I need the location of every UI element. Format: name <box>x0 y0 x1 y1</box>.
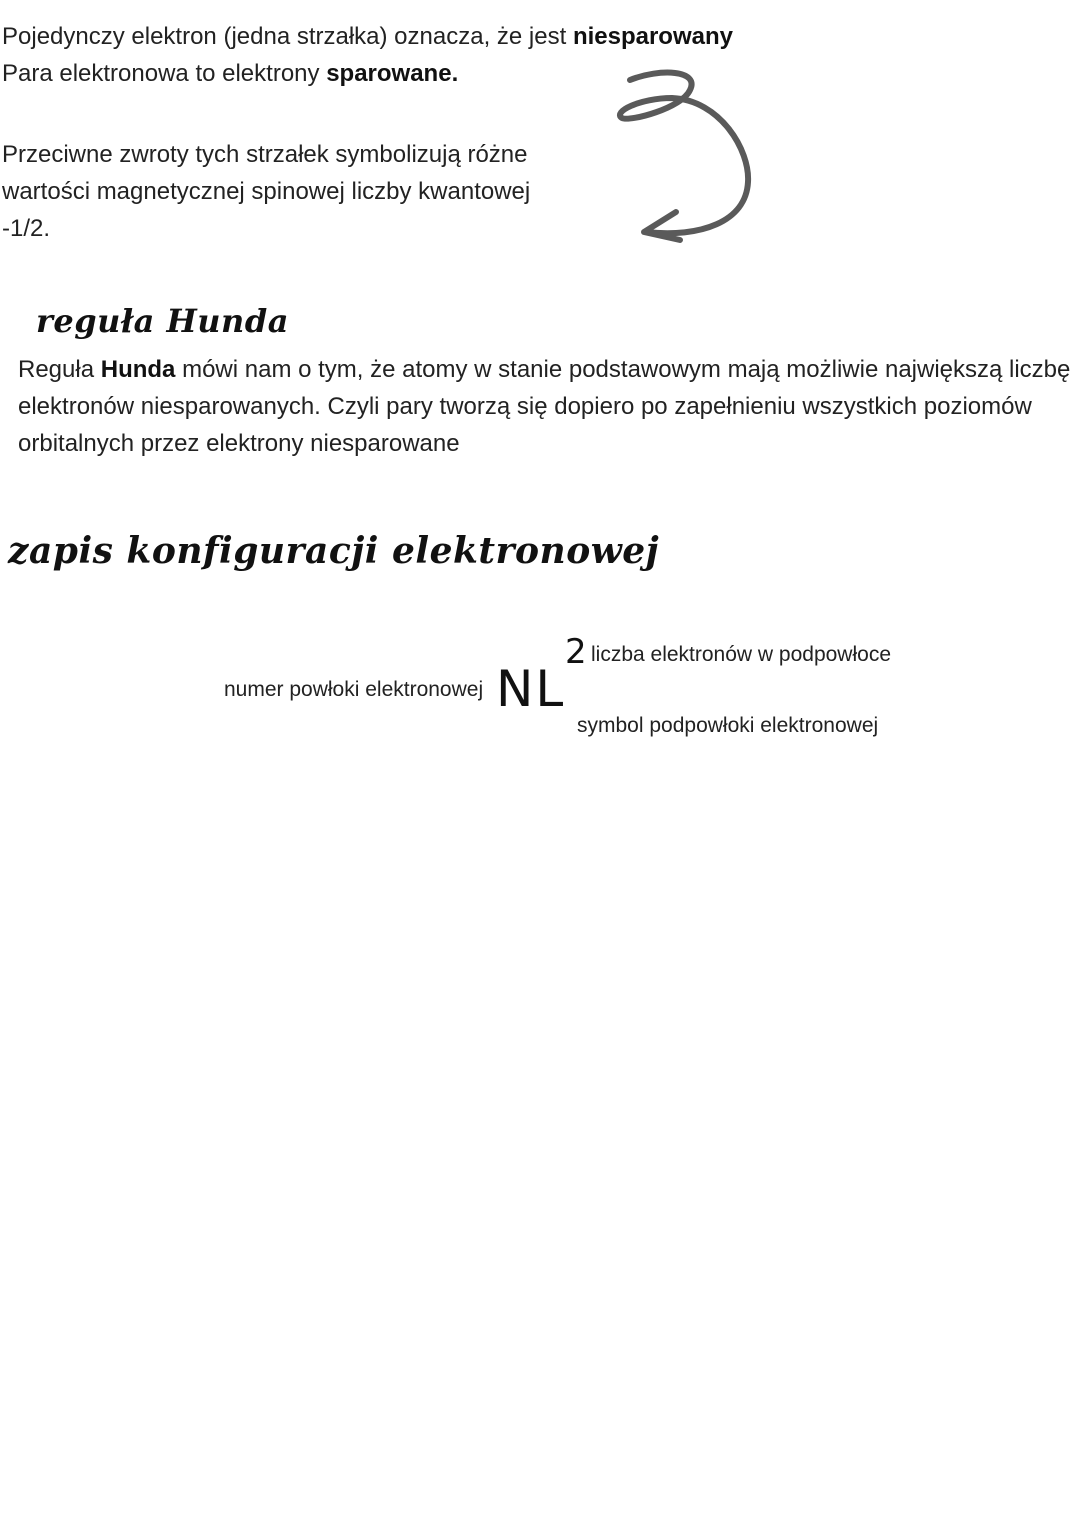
formula-superscript: 2 <box>565 632 587 672</box>
hund-paragraph <box>18 351 1078 462</box>
label-shell-number: numer powłoki elektronowej <box>224 678 484 701</box>
intro-line-2-text: Para elektronowa to elektrony <box>2 60 327 87</box>
intro-line-2-bold: sparowane. <box>326 60 459 87</box>
curly-arrow-icon <box>610 60 770 260</box>
spin-line-3: -1/2. <box>2 215 51 242</box>
hund-bold: Hunda <box>100 356 176 383</box>
formula-symbol: NL <box>496 660 566 718</box>
hund-line-2: elektronów niesparowanych. Czyli pary tworzą się dopiero po zapełnieniu wszystkich poziomów <box>18 393 1032 420</box>
hund-line-1-rest: mówi nam o tym, że atomy w stanie podstawowym mają możliwie największą liczbę <box>175 356 1071 383</box>
spin-line-2: wartości magnetycznej spinowej liczby kwantowej <box>2 178 531 205</box>
intro-line-1 <box>2 18 762 55</box>
hund-heading: reguła Hunda <box>36 302 289 340</box>
intro-line-1-bold: niesparowany <box>572 23 733 50</box>
label-electron-count: liczba elektronów w podpowłoce <box>591 643 891 666</box>
label-subshell-symbol: symbol podpowłoki elektronowej <box>577 714 879 737</box>
hund-line-3: orbitalnych przez elektrony niesparowane <box>18 430 460 457</box>
config-heading: zapis konfiguracji elektronowej <box>8 530 660 572</box>
hund-line-1 <box>18 351 1078 388</box>
spin-paragraph <box>2 136 602 247</box>
intro-line-1-text: Pojedynczy elektron (jedna strzałka) oznacza, że jest <box>2 23 573 50</box>
spin-line-1: Przeciwne zwroty tych strzałek symbolizują różne <box>2 141 528 168</box>
hund-line-1-prefix: Reguła <box>18 356 101 383</box>
